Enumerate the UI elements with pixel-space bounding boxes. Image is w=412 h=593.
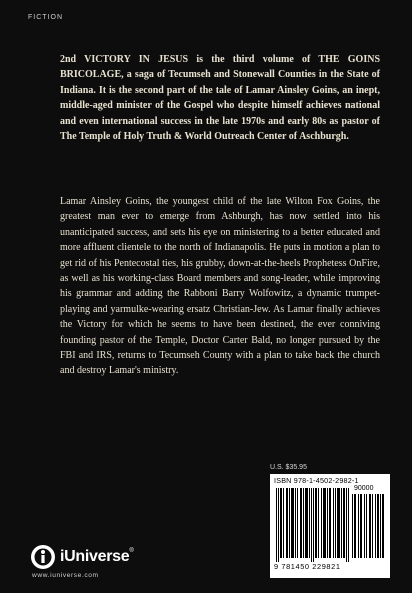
blurb-paragraph-1: 2nd VICTORY IN JESUS is the third volume of THE GOINS BRICOLAGE, a saga of Tecumseh and Stonewall Counties in the State of Indiana. It is the second part of the tale of Lamar Ainsley Goins, an inept, middle-aged minister of the Gospel who despite himself achieves national and even international success in the late 1970s and early 80s as pastor of The Temple of Holy Truth & World Outreach Center of Aschburgh. — [60, 54, 380, 143]
iuniverse-logo-icon — [30, 544, 56, 570]
publisher-name: iUniverse® — [60, 548, 134, 565]
price-addon-number: 90000 — [354, 485, 374, 492]
blurb-paragraph-2: Lamar Ainsley Goins, the youngest child of the late Wilton Fox Goins, the greatest man ever to emerge from Ashburgh, has now settled into his unanticipated success, and sets his eye on ministering to a better educated and more affluent clientele to the north of Indianapolis. He puts in motion a plan to get rid of his Pentecostal ties, his grubby, down-at-the-heels Prophetess OnFire, as well as his working-class Board members and song-leader, while improving his grammar and adding the Rabboni Barry Wolfowitz, a dynamic trumpet-playing and yarmulke-wearing ersatz Christian-Jew. As Lamar finally achieves the Victory for which he seems to have been destined, the ever conniving founding pastor of the Temple, Doctor Carter Bald, no longer pursued by the FBI and IRS, returns to Tecumseh County with a plan to take back the church and destroy Lamar's ministry. — [60, 196, 380, 377]
publisher-logo — [30, 544, 133, 570]
price-label: U.S. $35.95 — [270, 464, 307, 471]
addon-barcode-bars — [352, 494, 384, 558]
isbn-text: ISBN 978-1-4502-2982-1 — [274, 476, 359, 485]
genre-label: FICTION — [28, 14, 63, 21]
barcode-bars — [276, 488, 350, 562]
publisher-url: www.iuniverse.com — [32, 572, 99, 579]
isbn-barcode — [270, 474, 390, 578]
barcode-digits: 9 781450 229821 — [274, 562, 341, 571]
